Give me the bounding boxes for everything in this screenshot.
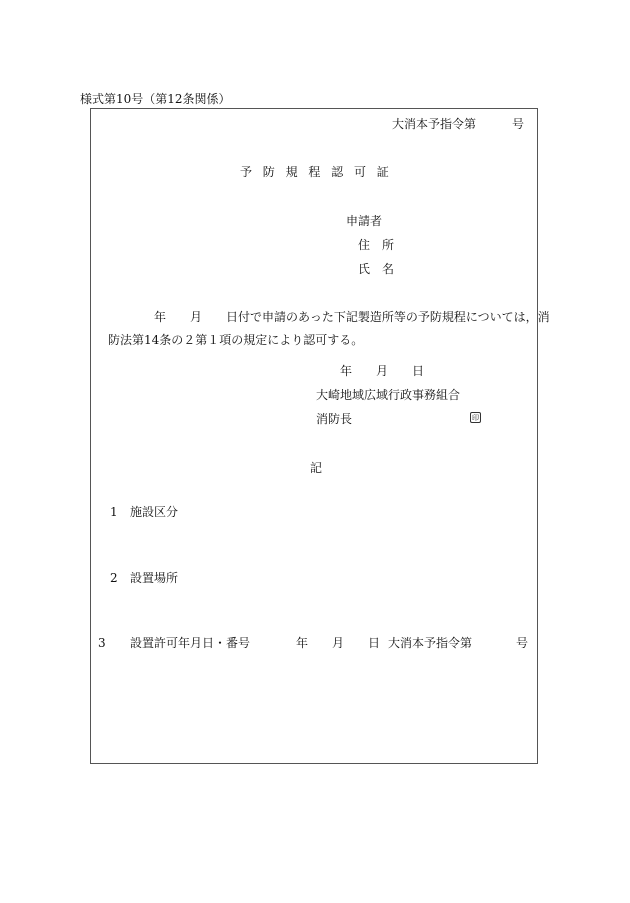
item-1-number: 1: [110, 505, 118, 519]
issue-date: 年 月 日: [340, 364, 425, 378]
issuer-title: 消防長: [316, 412, 353, 426]
body-text-line-1: 年 月 日付で申請のあった下記製造所等の予防規程については，消: [130, 310, 550, 324]
issue-number: 大消本予指令第 号: [392, 117, 525, 131]
body-text-line-2: 防法第14条の２第１項の規定により認可する。: [108, 333, 364, 347]
item-2-label: 設置場所: [130, 571, 179, 585]
item-3-suffix: 号: [516, 636, 529, 650]
form-label: 様式第10号（第12条関係）: [80, 92, 231, 106]
item-3-label: 設置許可年月日・番号: [130, 636, 251, 650]
certificate-frame: [90, 108, 538, 764]
item-3-date: 年 月 日: [296, 636, 381, 650]
item-2-number: 2: [110, 571, 118, 585]
seal-mark-icon: 印: [472, 414, 479, 422]
item-3-reference: 大消本予指令第: [388, 636, 473, 650]
item-1-label: 施設区分: [130, 505, 179, 519]
ki-heading: 記: [310, 461, 323, 475]
item-3-number: 3: [98, 636, 106, 650]
document-title: 予防規程認可証: [240, 165, 400, 179]
applicant-label: 申請者: [346, 214, 383, 228]
applicant-address-label: 住 所: [358, 238, 395, 252]
issuer-organization: 大崎地域広域行政事務組合: [316, 388, 461, 402]
applicant-name-label: 氏 名: [358, 262, 395, 276]
